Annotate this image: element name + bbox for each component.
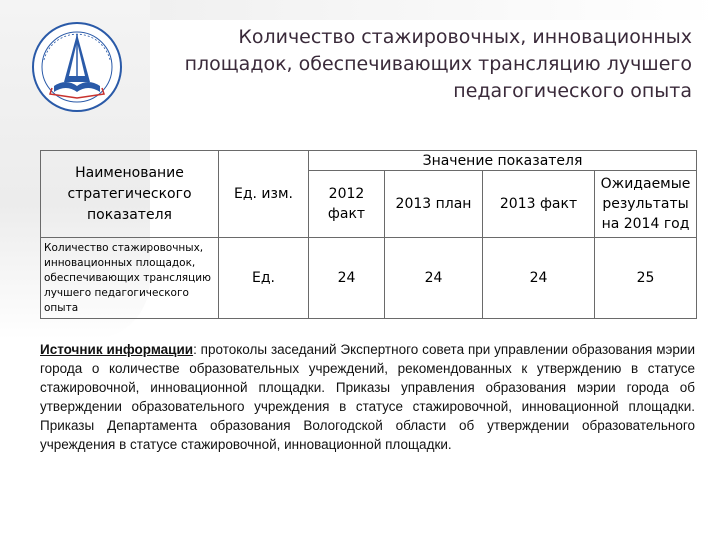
row-value-2013-plan: 24 <box>385 238 483 319</box>
top-band-decoration <box>150 0 720 20</box>
title-line-3: педагогического опыта <box>453 80 692 102</box>
header-2013-plan: 2013 план <box>385 171 483 238</box>
table-row <box>41 238 697 319</box>
emblem-logo-icon <box>30 20 124 114</box>
row-value-2014-expected: 25 <box>595 238 697 319</box>
title-line-2: площадок, обеспечивающих трансляцию лучшего <box>184 53 692 75</box>
row-value-2012-fact: 24 <box>309 238 385 319</box>
page-title <box>140 24 692 105</box>
row-unit: Ед. <box>219 238 309 319</box>
source-lead: Источник информации <box>40 342 194 357</box>
title-line-1: Количество стажировочных, инновационных <box>238 26 692 48</box>
header-indicator-name: Наименование стратегического показателя <box>41 151 219 238</box>
source-paragraph <box>40 340 695 454</box>
source-text: : протоколы заседаний Экспертного совета при управлении образования мэрии города о количестве образовательных учреждений, рекомендованных к утверждению в статусе стажировочной, инновационной площадки. Приказы управления образования мэрии города об утверждении образовательного учреждения в статусе стажировочной, инновационной площадки. Приказы Департамента образования Вологодской области об утверждении образовательного учреждения в статусе стажировочной, инновационной площадки. <box>40 342 695 452</box>
header-value-group: Значение показателя <box>309 151 697 171</box>
header-2014-expected: Ожидаемые результаты на 2014 год <box>595 171 697 238</box>
header-unit: Ед. изм. <box>219 151 309 238</box>
indicator-table <box>40 150 697 319</box>
row-indicator-name: Количество стажировочных, инновационных площадок, обеспечивающих трансляцию лучшего педагогического опыта <box>41 238 219 319</box>
row-value-2013-fact: 24 <box>483 238 595 319</box>
header-2013-fact: 2013 факт <box>483 171 595 238</box>
header-2012-fact: 2012 факт <box>309 171 385 238</box>
